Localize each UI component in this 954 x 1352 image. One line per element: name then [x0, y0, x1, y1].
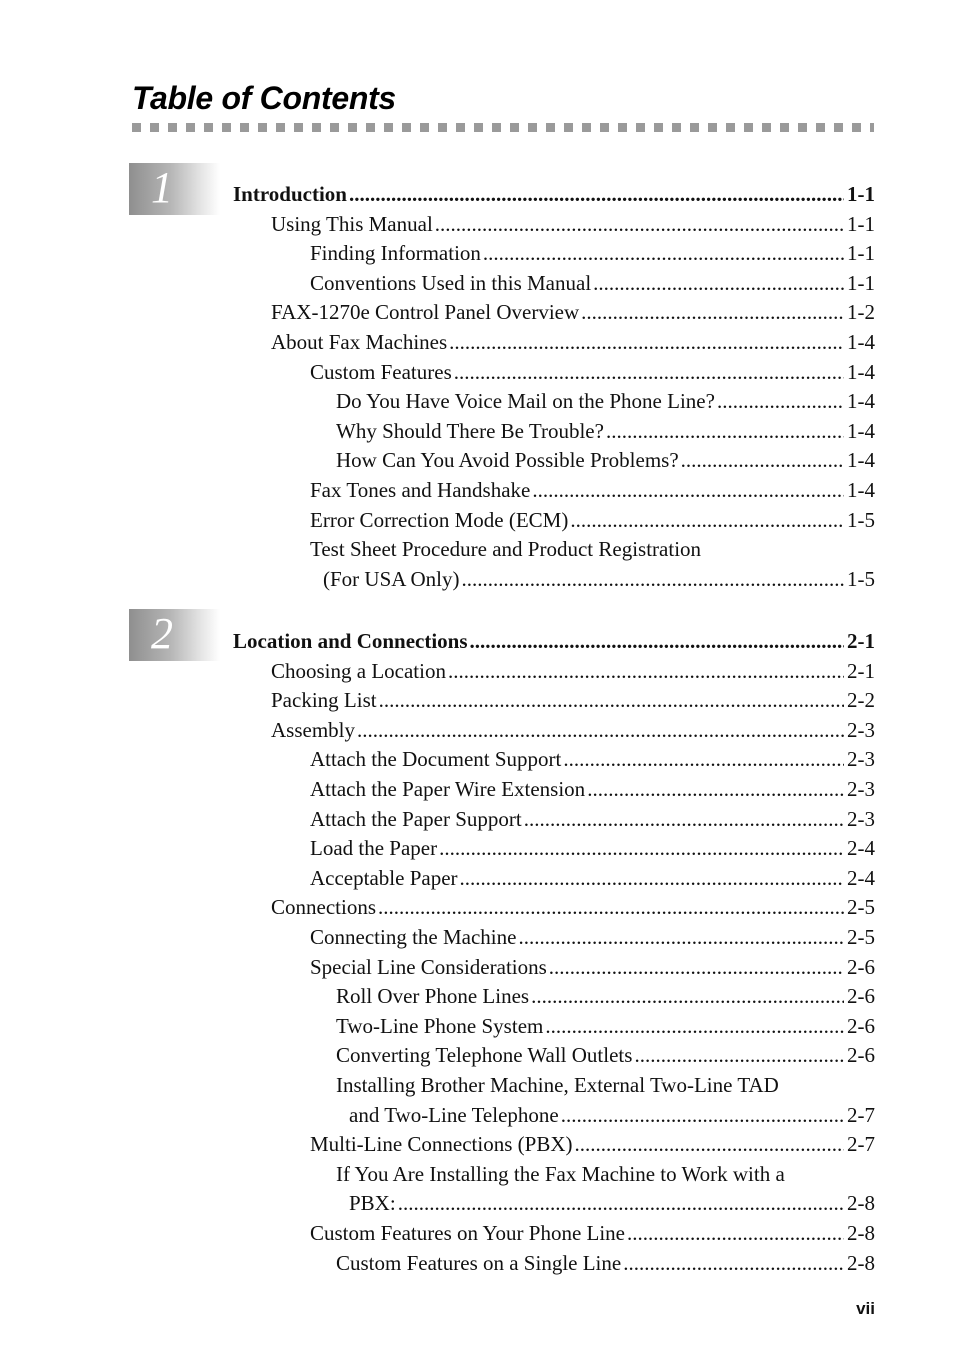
toc-entry — [336, 1071, 875, 1099]
chapter-tab-2 — [129, 609, 220, 661]
toc-dot-leader — [460, 864, 844, 892]
toc-dot-leader — [518, 923, 844, 951]
toc-entry-page: 2-1 — [847, 658, 875, 683]
toc-dot-leader — [623, 1249, 844, 1277]
toc-dot-leader — [593, 269, 844, 297]
toc-entry — [336, 417, 875, 445]
toc-entry-title: Roll Over Phone Lines — [336, 984, 530, 1009]
toc-dot-leader — [587, 775, 844, 803]
toc-entry-title: (For USA Only) — [323, 566, 460, 591]
toc-entry-title: PBX: — [349, 1191, 396, 1216]
toc-entry-title: Attach the Paper Support — [310, 806, 522, 831]
chapter-number: 2 — [151, 609, 173, 658]
toc-entry — [271, 893, 875, 921]
toc-entry — [310, 1130, 875, 1158]
toc-entry — [310, 834, 875, 862]
toc-entry-title: About Fax Machines — [271, 330, 448, 354]
title-dotted-rule — [132, 123, 874, 132]
toc-entry — [310, 358, 875, 386]
toc-entry-title: Why Should There Be Trouble? — [336, 418, 604, 443]
toc-entry-title: Error Correction Mode (ECM) — [310, 507, 569, 532]
toc-entry-title: and Two-Line Telephone — [349, 1102, 559, 1127]
toc-dot-leader — [574, 1130, 844, 1158]
toc-chapter-heading — [233, 180, 875, 208]
toc-entry-title: Acceptable Paper — [310, 865, 458, 890]
toc-entry-page: 2-5 — [847, 895, 875, 920]
toc-entry-title: Choosing a Location — [271, 658, 446, 683]
toc-entry — [310, 775, 875, 803]
toc-entry — [336, 387, 875, 415]
toc-entry — [310, 1219, 875, 1247]
toc-entry — [336, 1249, 875, 1277]
toc-entry-title: Load the Paper — [310, 836, 438, 861]
toc-entry-page: 2-3 — [847, 717, 875, 742]
toc-entry-page: 2-4 — [847, 836, 875, 861]
toc-dot-leader — [532, 476, 844, 504]
toc-dot-leader — [449, 328, 844, 356]
toc-entry-title: Custom Features on a Single Line — [336, 1250, 622, 1275]
toc-entry-title: Connections — [271, 895, 376, 920]
toc-entry-title: Converting Telephone Wall Outlets — [336, 1043, 633, 1068]
toc-entry — [310, 953, 875, 981]
toc-entry-title: If You Are Installing the Fax Machine to Work with a — [336, 1161, 785, 1186]
chapter-number: 1 — [151, 163, 173, 212]
toc-entry-page: 1-1 — [847, 182, 875, 206]
chapter-tab-1 — [129, 163, 220, 215]
toc-entry-page: 2-3 — [847, 777, 875, 801]
toc-dot-leader — [378, 893, 844, 921]
toc-entry — [336, 1160, 875, 1188]
toc-entry-page: 1-2 — [847, 300, 875, 325]
toc-dot-leader — [435, 210, 844, 238]
toc-dot-leader — [448, 657, 844, 685]
toc-entry-page: 1-5 — [847, 566, 875, 591]
toc-dot-leader — [379, 686, 844, 714]
toc-entry-title: Attach the Document Support — [310, 747, 562, 772]
toc-dot-leader — [581, 298, 844, 326]
toc-dot-leader — [398, 1189, 844, 1217]
toc-dot-leader — [563, 745, 844, 773]
toc-entry-page: 1-1 — [847, 270, 875, 295]
toc-entry-page: 2-1 — [847, 629, 875, 653]
toc-dot-leader — [606, 417, 844, 445]
toc-dot-leader — [470, 627, 844, 655]
toc-entry-page: 1-4 — [847, 418, 875, 443]
toc-entry-page: 2-5 — [847, 925, 875, 949]
toc-entry — [271, 657, 875, 685]
toc-entry-page: 1-4 — [847, 359, 875, 384]
toc-entry — [310, 805, 875, 833]
toc-entry-page: 1-4 — [847, 478, 875, 502]
toc-entry-title: Packing List — [271, 688, 377, 713]
toc-entry-page: 2-3 — [847, 806, 875, 831]
toc-dot-leader — [545, 1012, 844, 1040]
toc-entry-page: 2-7 — [847, 1132, 875, 1157]
toc-dot-leader — [483, 239, 844, 267]
toc-entry-page: 1-1 — [847, 211, 875, 236]
toc-entry — [336, 1041, 875, 1069]
toc-entry-page: 1-4 — [847, 330, 875, 354]
toc-entry-title: Using This Manual — [271, 211, 433, 236]
toc-entry — [310, 239, 875, 267]
toc-entry-title: FAX-1270e Control Panel Overview — [271, 300, 580, 325]
toc-dot-leader — [524, 805, 844, 833]
toc-dot-leader — [454, 358, 844, 386]
toc-entry-title: Custom Features — [310, 359, 452, 384]
toc-entry — [271, 328, 875, 356]
toc-dot-leader — [681, 446, 844, 474]
toc-entry — [271, 716, 875, 744]
toc-dot-leader — [462, 565, 844, 593]
toc-entry — [310, 476, 875, 504]
toc-dot-leader — [357, 716, 844, 744]
toc-entry-title: Introduction — [233, 182, 347, 206]
toc-entry-title: Assembly — [271, 717, 355, 742]
toc-entry-page: 1-5 — [847, 507, 875, 532]
toc-entry-page: 1-1 — [847, 241, 875, 266]
toc-entry-title: Custom Features on Your Phone Line — [310, 1221, 625, 1245]
toc-entry-title: Do You Have Voice Mail on the Phone Line? — [336, 389, 715, 414]
toc-entry — [310, 535, 875, 563]
toc-entry — [271, 298, 875, 326]
toc-entry-page: 2-6 — [847, 1043, 875, 1068]
toc-entry — [271, 686, 875, 714]
toc-dot-leader — [349, 180, 844, 208]
toc-entry — [336, 1012, 875, 1040]
toc-entry — [349, 1189, 875, 1217]
toc-dot-leader — [561, 1101, 844, 1129]
toc-entry-page: 2-3 — [847, 747, 875, 772]
toc-chapter-heading — [233, 627, 875, 655]
toc-entry-page: 2-6 — [847, 984, 875, 1009]
toc-entry-page: 2-4 — [847, 865, 875, 890]
toc-entry-title: Multi-Line Connections (PBX) — [310, 1132, 573, 1157]
toc-entry-title: Installing Brother Machine, External Two-Line TAD — [336, 1073, 779, 1097]
toc-entry-title: How Can You Avoid Possible Problems? — [336, 448, 679, 473]
toc-entry-title: Special Line Considerations — [310, 954, 547, 979]
page-number: vii — [856, 1299, 875, 1318]
toc-entry — [349, 1101, 875, 1129]
toc-entry — [336, 446, 875, 474]
toc-entry-page: 2-6 — [847, 954, 875, 979]
toc-entry-page: 1-4 — [847, 389, 875, 414]
toc-entry-title: Attach the Paper Wire Extension — [310, 777, 586, 801]
toc-entry-page: 2-8 — [847, 1221, 875, 1245]
toc-dot-leader — [549, 953, 844, 981]
toc-dot-leader — [570, 506, 844, 534]
toc-dot-leader — [717, 387, 844, 415]
toc-entry — [310, 864, 875, 892]
toc-entry-title: Two-Line Phone System — [336, 1013, 544, 1038]
toc-entry-page: 1-4 — [847, 448, 875, 473]
toc-dot-leader — [627, 1219, 844, 1247]
toc-entry-page: 2-8 — [847, 1250, 875, 1275]
toc-entry-title: Test Sheet Procedure and Product Registration — [310, 537, 702, 562]
toc-dot-leader — [439, 834, 844, 862]
toc-entry-title: Connecting the Machine — [310, 925, 517, 949]
toc-entry — [310, 745, 875, 773]
toc-dot-leader — [634, 1041, 844, 1069]
toc-entry-page: 2-7 — [847, 1102, 875, 1127]
toc-entry-page: 2-2 — [847, 688, 875, 713]
page-title: Table of Contents — [132, 80, 396, 116]
toc-dot-leader — [531, 982, 844, 1010]
toc-entry-page: 2-8 — [847, 1191, 875, 1216]
toc-entry — [310, 506, 875, 534]
toc-entry — [310, 269, 875, 297]
toc-entry-title: Fax Tones and Handshake — [310, 478, 531, 502]
toc-entry — [271, 210, 875, 238]
toc-entry — [323, 565, 875, 593]
toc-entry-title: Conventions Used in this Manual — [310, 270, 592, 295]
toc-entry-title: Finding Information — [310, 241, 481, 266]
toc-entry — [310, 923, 875, 951]
toc-entry-page: 2-6 — [847, 1013, 875, 1038]
toc-entry-title: Location and Connections — [233, 629, 468, 653]
toc-entry — [336, 982, 875, 1010]
